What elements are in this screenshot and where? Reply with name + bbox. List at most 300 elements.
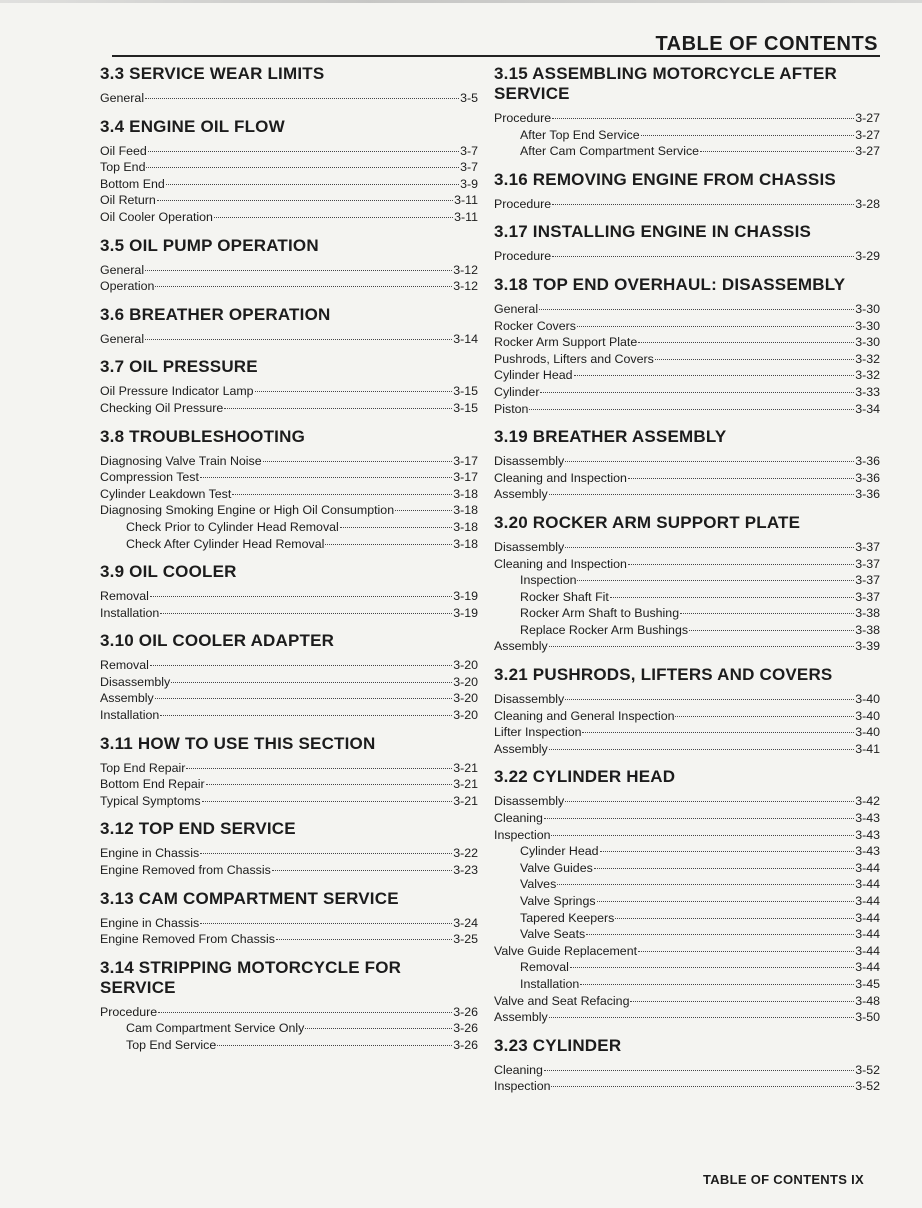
- toc-entry-page: 3-44: [855, 927, 880, 942]
- toc-entry-page: 3-42: [855, 794, 880, 809]
- section-heading: 3.15 ASSEMBLING MOTORCYCLE AFTER SERVICE: [494, 64, 837, 103]
- toc-entry-title: Operation: [100, 279, 155, 294]
- toc-entry-page: 3-26: [453, 1038, 478, 1052]
- toc-entry[interactable]: [100, 845, 478, 862]
- toc-entry-title: Engine Removed From Chassis: [100, 932, 275, 947]
- toc-entry-title: Bottom End: [100, 176, 165, 191]
- toc-entry[interactable]: [100, 143, 478, 160]
- dot-leader: [539, 309, 854, 310]
- toc-entry[interactable]: [494, 589, 880, 606]
- dot-leader: [157, 200, 453, 201]
- toc-entry[interactable]: [100, 383, 478, 400]
- toc-entry-page: 3-21: [453, 760, 478, 775]
- dot-leader: [150, 665, 452, 666]
- toc-entry[interactable]: [494, 993, 880, 1010]
- dot-leader: [171, 682, 452, 683]
- toc-entry[interactable]: [494, 1078, 880, 1095]
- toc-entry-page: 3-12: [453, 262, 478, 277]
- toc-entry[interactable]: [494, 539, 880, 556]
- toc-entry-page: 3-30: [855, 301, 880, 316]
- toc-entry-title: Removal: [100, 658, 149, 673]
- toc-entry[interactable]: [494, 860, 880, 877]
- toc-entry-title: Valve Guides: [520, 860, 593, 875]
- toc-entry-page: 3-21: [453, 793, 478, 808]
- toc-entry-page: 3-44: [855, 960, 880, 975]
- toc-entry-title: Inspection: [520, 573, 577, 588]
- toc-entry-title: Assembly: [100, 691, 154, 706]
- dot-leader: [276, 939, 452, 940]
- dot-leader: [615, 918, 854, 919]
- toc-entry[interactable]: [100, 192, 478, 209]
- toc-entry-page: 3-36: [855, 487, 880, 502]
- toc-entry-page: 3-9: [460, 176, 478, 191]
- dot-leader: [610, 597, 854, 598]
- toc-right-column: [494, 62, 880, 1095]
- toc-entry[interactable]: [100, 931, 478, 948]
- toc-entry[interactable]: [494, 572, 880, 589]
- toc-entry[interactable]: [494, 943, 880, 960]
- toc-entry[interactable]: [494, 622, 880, 639]
- toc-entry-page: 3-27: [855, 111, 880, 125]
- toc-entry-page: 3-19: [453, 589, 478, 604]
- section-heading: 3.21 PUSHRODS, LIFTERS AND COVERS: [494, 665, 833, 685]
- toc-entry-title: Cleaning and Inspection: [494, 556, 627, 571]
- section-heading: 3.10 OIL COOLER ADAPTER: [100, 631, 335, 651]
- toc-entry-title: Cleaning and General Inspection: [494, 708, 675, 723]
- toc-entry[interactable]: [494, 318, 880, 335]
- dot-leader: [700, 151, 854, 152]
- dot-leader: [600, 851, 855, 852]
- toc-entry-title: Replace Rocker Arm Bushings: [520, 622, 689, 637]
- toc-entry-title: Compression Test: [100, 470, 199, 485]
- dot-leader: [594, 868, 854, 869]
- toc-entry[interactable]: [100, 90, 478, 107]
- toc-entry[interactable]: [100, 1004, 478, 1021]
- toc-entry-title: Cam Compartment Service Only: [126, 1021, 305, 1036]
- toc-entry[interactable]: [494, 384, 880, 401]
- toc-entry-page: 3-17: [453, 453, 478, 468]
- section-heading: 3.14 STRIPPING MOTORCYCLE FOR SERVICE: [100, 957, 402, 997]
- toc-entry-title: Check After Cylinder Head Removal: [126, 536, 325, 551]
- toc-entry-title: Disassembly: [494, 539, 565, 554]
- toc-entry-page: 3-37: [855, 556, 880, 571]
- scan-edge: [0, 0, 922, 3]
- dot-leader: [549, 1017, 854, 1018]
- toc-entry-page: 3-18: [453, 486, 478, 501]
- toc-entry-title: After Top End Service: [520, 127, 640, 142]
- dot-leader: [529, 409, 854, 410]
- dot-leader: [150, 596, 452, 597]
- section-heading: 3.20 ROCKER ARM SUPPORT PLATE: [494, 512, 801, 532]
- toc-entry-page: 3-37: [855, 573, 880, 588]
- toc-entry-page: 3-48: [855, 993, 880, 1008]
- toc-entry[interactable]: [494, 810, 880, 827]
- toc-entry-title: Assembly: [494, 639, 548, 654]
- toc-entry[interactable]: [494, 724, 880, 741]
- dot-leader: [544, 818, 854, 819]
- toc-entry[interactable]: [494, 143, 880, 160]
- section-heading: 3.19 BREATHER ASSEMBLY: [494, 427, 727, 447]
- toc-entry-title: Cleaning: [494, 1062, 543, 1077]
- toc-entry-page: 3-37: [855, 539, 880, 554]
- dot-leader: [214, 217, 453, 218]
- dot-leader: [395, 510, 452, 511]
- toc-entry-page: 3-26: [453, 1004, 478, 1019]
- toc-entry-page: 3-7: [460, 143, 478, 158]
- dot-leader: [145, 270, 452, 271]
- section-heading: 3.9 OIL COOLER: [100, 562, 237, 582]
- toc-entry[interactable]: [100, 278, 478, 295]
- toc-entry-title: Piston: [494, 401, 529, 416]
- toc-entry-page: 3-36: [855, 454, 880, 469]
- section-heading: 3.23 CYLINDER: [494, 1035, 622, 1055]
- toc-entry[interactable]: [100, 209, 478, 226]
- toc-entry-title: Assembly: [494, 1010, 548, 1025]
- dot-leader: [155, 286, 452, 287]
- toc-entry[interactable]: [494, 334, 880, 351]
- toc-entry[interactable]: [100, 776, 478, 793]
- dot-leader: [577, 326, 854, 327]
- section-heading: 3.4 ENGINE OIL FLOW: [100, 116, 285, 136]
- toc-entry-page: 3-37: [855, 589, 880, 604]
- toc-entry-page: 3-12: [453, 279, 478, 294]
- toc-entry-page: 3-43: [855, 827, 880, 842]
- toc-entry-title: Rocker Shaft Fit: [520, 589, 609, 604]
- toc-entry[interactable]: [494, 843, 880, 860]
- dot-leader: [582, 732, 854, 733]
- toc-entry-page: 3-43: [855, 811, 880, 826]
- dot-leader: [232, 494, 452, 495]
- toc-entry-title: Engine in Chassis: [100, 846, 200, 861]
- toc-entry[interactable]: [100, 674, 478, 691]
- toc-entry[interactable]: [494, 248, 880, 265]
- toc-entry-title: Top End: [100, 160, 146, 175]
- dot-leader: [200, 853, 452, 854]
- toc-entry-page: 3-45: [855, 976, 880, 991]
- toc-entry-title: Removal: [520, 960, 569, 975]
- toc-entry[interactable]: [494, 453, 880, 470]
- toc-entry[interactable]: [494, 127, 880, 144]
- toc-entry[interactable]: [100, 707, 478, 724]
- toc-entry-title: Oil Return: [100, 193, 156, 208]
- toc-entry[interactable]: [494, 827, 880, 844]
- toc-entry-page: 3-26: [453, 1021, 478, 1036]
- toc-entry[interactable]: [100, 1020, 478, 1037]
- toc-entry-page: 3-5: [460, 91, 478, 105]
- dot-leader: [255, 391, 453, 392]
- toc-entry[interactable]: [100, 519, 478, 536]
- toc-entry[interactable]: [100, 262, 478, 279]
- dot-leader: [155, 698, 452, 699]
- toc-entry-title: Bottom End Repair: [100, 777, 205, 792]
- section-heading: 3.8 TROUBLESHOOTING: [100, 426, 305, 446]
- toc-entry-title: Lifter Inspection: [494, 725, 582, 740]
- toc-entry-title: After Cam Compartment Service: [520, 144, 700, 159]
- toc-entry-title: Pushrods, Lifters and Covers: [494, 351, 654, 366]
- toc-entry-title: Installation: [100, 605, 160, 620]
- section-heading: 3.17 INSTALLING ENGINE IN CHASSIS: [494, 222, 812, 242]
- toc-entry-page: 3-15: [453, 400, 478, 415]
- toc-entry[interactable]: [100, 176, 478, 193]
- toc-entry-title: Oil Cooler Operation: [100, 209, 213, 224]
- toc-entry-page: 3-20: [453, 674, 478, 689]
- toc-entry-title: Disassembly: [100, 674, 171, 689]
- toc-entry[interactable]: [100, 469, 478, 486]
- toc-entry-title: General: [100, 331, 145, 346]
- toc-entry-page: 3-22: [453, 846, 478, 861]
- toc-entry-title: Installation: [520, 976, 580, 991]
- toc-left-column: [100, 62, 478, 1054]
- dot-leader: [628, 478, 854, 479]
- toc-entry-page: 3-44: [855, 860, 880, 875]
- toc-entry-page: 3-33: [855, 384, 880, 399]
- dot-leader: [166, 184, 459, 185]
- toc-entry-page: 3-41: [855, 741, 880, 756]
- toc-entry-page: 3-25: [453, 932, 478, 947]
- toc-entry-title: Cleaning and Inspection: [494, 470, 627, 485]
- dot-leader: [158, 1012, 452, 1013]
- toc-entry-title: Cylinder Head: [520, 844, 599, 859]
- toc-entry-page: 3-20: [453, 708, 478, 723]
- dot-leader: [675, 716, 854, 717]
- dot-leader: [680, 613, 854, 614]
- toc-entry-page: 3-11: [454, 193, 478, 208]
- dot-leader: [638, 342, 854, 343]
- dot-leader: [146, 167, 459, 168]
- toc-entry-page: 3-28: [855, 196, 880, 211]
- toc-entry-title: Assembly: [494, 741, 548, 756]
- toc-entry[interactable]: [494, 926, 880, 943]
- dot-leader: [552, 256, 854, 257]
- toc-entry-title: Rocker Covers: [494, 318, 576, 333]
- toc-entry-title: Rocker Arm Shaft to Bushing: [520, 606, 680, 621]
- dot-leader: [580, 984, 854, 985]
- toc-entry[interactable]: [494, 367, 880, 384]
- toc-entry[interactable]: [100, 502, 478, 519]
- toc-entry[interactable]: [494, 638, 880, 655]
- dot-leader: [540, 392, 854, 393]
- toc-entry-title: Procedure: [494, 249, 552, 264]
- toc-entry-title: Diagnosing Smoking Engine or High Oil Consumption: [100, 503, 395, 518]
- toc-entry-page: 3-38: [855, 622, 880, 637]
- dot-leader: [549, 494, 854, 495]
- toc-entry[interactable]: [494, 605, 880, 622]
- toc-entry-title: Cylinder: [494, 384, 540, 399]
- toc-entry[interactable]: [100, 331, 478, 348]
- toc-entry-page: 3-7: [460, 160, 478, 175]
- toc-entry-page: 3-34: [855, 401, 880, 416]
- page-title: TABLE OF CONTENTS: [655, 33, 878, 55]
- toc-entry[interactable]: [494, 910, 880, 927]
- dot-leader: [565, 699, 854, 700]
- toc-entry[interactable]: [494, 556, 880, 573]
- toc-entry-page: 3-24: [453, 915, 478, 930]
- dot-leader: [549, 749, 854, 750]
- toc-entry-page: 3-43: [855, 844, 880, 859]
- dot-leader: [224, 408, 452, 409]
- toc-entry[interactable]: [494, 741, 880, 758]
- toc-entry[interactable]: [494, 691, 880, 708]
- dot-leader: [186, 768, 452, 769]
- dot-leader: [570, 967, 854, 968]
- toc-entry[interactable]: [100, 536, 478, 553]
- toc-entry-page: 3-27: [855, 127, 880, 142]
- toc-entry-page: 3-39: [855, 639, 880, 654]
- dot-leader: [202, 801, 453, 802]
- section-heading: 3.7 OIL PRESSURE: [100, 357, 258, 377]
- toc-entry[interactable]: [494, 351, 880, 368]
- dot-leader: [217, 1045, 452, 1046]
- dot-leader: [641, 135, 855, 136]
- toc-entry[interactable]: [100, 760, 478, 777]
- toc-entry[interactable]: [100, 690, 478, 707]
- dot-leader: [551, 835, 854, 836]
- toc-entry-page: 3-30: [855, 335, 880, 350]
- toc-entry-title: General: [100, 91, 145, 105]
- toc-entry[interactable]: [100, 605, 478, 622]
- dot-leader: [655, 359, 854, 360]
- toc-entry-title: Valve and Seat Refacing: [494, 993, 630, 1008]
- toc-entry-page: 3-23: [453, 863, 478, 878]
- toc-entry-page: 3-52: [855, 1079, 880, 1094]
- toc-entry[interactable]: [494, 708, 880, 725]
- toc-entry-title: Tapered Keepers: [520, 910, 615, 925]
- toc-entry[interactable]: [494, 301, 880, 318]
- toc-entry[interactable]: [100, 915, 478, 932]
- toc-entry[interactable]: [100, 486, 478, 503]
- toc-entry[interactable]: [494, 1009, 880, 1026]
- toc-entry-page: 3-29: [855, 249, 880, 264]
- toc-entry-page: 3-20: [453, 691, 478, 706]
- toc-entry[interactable]: [100, 453, 478, 470]
- page-footer: TABLE OF CONTENTS IX: [702, 1172, 864, 1187]
- toc-entry-title: Assembly: [494, 487, 548, 502]
- dot-leader: [160, 613, 452, 614]
- toc-entry-page: 3-18: [453, 503, 478, 518]
- dot-leader: [630, 1001, 854, 1002]
- section-heading: 3.18 TOP END OVERHAUL: DISASSEMBLY: [494, 274, 846, 294]
- toc-entry-page: 3-18: [453, 519, 478, 534]
- toc-entry-title: Installation: [100, 708, 160, 723]
- dot-leader: [145, 98, 459, 99]
- toc-entry[interactable]: [100, 657, 478, 674]
- toc-entry-title: Cleaning: [494, 811, 543, 826]
- toc-entry-page: 3-14: [453, 331, 478, 346]
- toc-entry-title: Disassembly: [494, 454, 565, 469]
- toc-entry[interactable]: [100, 862, 478, 879]
- toc-entry-title: Procedure: [100, 1004, 158, 1019]
- toc-entry[interactable]: [494, 893, 880, 910]
- toc-entry-page: 3-21: [453, 777, 478, 792]
- toc-entry-page: 3-27: [855, 144, 880, 159]
- dot-leader: [272, 870, 452, 871]
- toc-entry-title: Procedure: [494, 196, 552, 211]
- toc-entry-title: Disassembly: [494, 692, 565, 707]
- toc-entry-title: Valve Springs: [520, 894, 596, 908]
- toc-entry-page: 3-18: [453, 536, 478, 551]
- toc-entry-page: 3-15: [453, 384, 478, 399]
- toc-entry-title: Inspection: [494, 1079, 551, 1094]
- toc-entry-page: 3-30: [855, 318, 880, 333]
- toc-entry[interactable]: [494, 486, 880, 503]
- dot-leader: [689, 630, 854, 631]
- dot-leader: [565, 547, 854, 548]
- toc-entry[interactable]: [100, 1037, 478, 1054]
- toc-entry[interactable]: [100, 793, 478, 810]
- dot-leader: [544, 1070, 854, 1071]
- toc-entry-page: 3-17: [453, 470, 478, 485]
- toc-entry-page: 3-38: [855, 606, 880, 621]
- toc-entry-title: Inspection: [494, 827, 551, 842]
- toc-entry-page: 3-40: [855, 725, 880, 740]
- toc-entry-page: 3-44: [855, 943, 880, 958]
- toc-entry-title: Check Prior to Cylinder Head Removal: [126, 519, 339, 534]
- toc-entry-title: Oil Pressure Indicator Lamp: [100, 384, 254, 399]
- toc-entry-page: 3-44: [855, 894, 880, 908]
- section-heading: 3.5 OIL PUMP OPERATION: [100, 235, 319, 255]
- toc-entry-title: Typical Symptoms: [100, 793, 201, 808]
- toc-entry[interactable]: [100, 159, 478, 176]
- toc-entry-title: Checking Oil Pressure: [100, 400, 224, 415]
- dot-leader: [628, 564, 854, 565]
- toc-entry-title: Cylinder Leakdown Test: [100, 486, 232, 501]
- dot-leader: [586, 934, 854, 935]
- toc-entry-title: Engine Removed from Chassis: [100, 863, 271, 878]
- dot-leader: [200, 477, 452, 478]
- dot-leader: [597, 901, 855, 902]
- toc-entry[interactable]: [100, 588, 478, 605]
- toc-entry-title: General: [100, 262, 145, 277]
- dot-leader: [325, 544, 452, 545]
- toc-entry-page: 3-32: [855, 351, 880, 366]
- dot-leader: [565, 801, 854, 802]
- dot-leader: [200, 923, 452, 924]
- toc-entry-page: 3-44: [855, 877, 880, 892]
- dot-leader: [552, 118, 854, 119]
- section-heading: 3.16 REMOVING ENGINE FROM CHASSIS: [494, 169, 836, 189]
- toc-entry-title: General: [494, 301, 539, 316]
- section-heading: 3.12 TOP END SERVICE: [100, 819, 296, 839]
- toc-entry-page: 3-36: [855, 470, 880, 485]
- toc-entry-title: Top End Repair: [100, 760, 186, 775]
- toc-entry-page: 3-19: [453, 605, 478, 620]
- dot-leader: [565, 461, 854, 462]
- toc-entry-page: 3-20: [453, 658, 478, 673]
- toc-entry-title: Oil Feed: [100, 143, 147, 158]
- toc-entry[interactable]: [494, 959, 880, 976]
- toc-entry-page: 3-40: [855, 708, 880, 723]
- dot-leader: [552, 204, 854, 205]
- dot-leader: [263, 461, 453, 462]
- toc-entry[interactable]: [494, 976, 880, 993]
- dot-leader: [148, 151, 459, 152]
- toc-entry[interactable]: [494, 1062, 880, 1079]
- section-heading: 3.11 HOW TO USE THIS SECTION: [100, 733, 376, 753]
- toc-entry[interactable]: [494, 876, 880, 893]
- toc-entry[interactable]: [494, 401, 880, 418]
- toc-entry-title: Rocker Arm Support Plate: [494, 335, 638, 350]
- toc-entry[interactable]: [100, 400, 478, 417]
- toc-entry[interactable]: [494, 470, 880, 487]
- toc-entry-title: Engine in Chassis: [100, 915, 200, 930]
- dot-leader: [145, 339, 452, 340]
- dot-leader: [574, 375, 855, 376]
- dot-leader: [638, 951, 854, 952]
- toc-entry[interactable]: [494, 793, 880, 810]
- toc-entry-title: Procedure: [494, 111, 552, 125]
- toc-entry[interactable]: [494, 196, 880, 213]
- toc-entry[interactable]: [494, 110, 880, 127]
